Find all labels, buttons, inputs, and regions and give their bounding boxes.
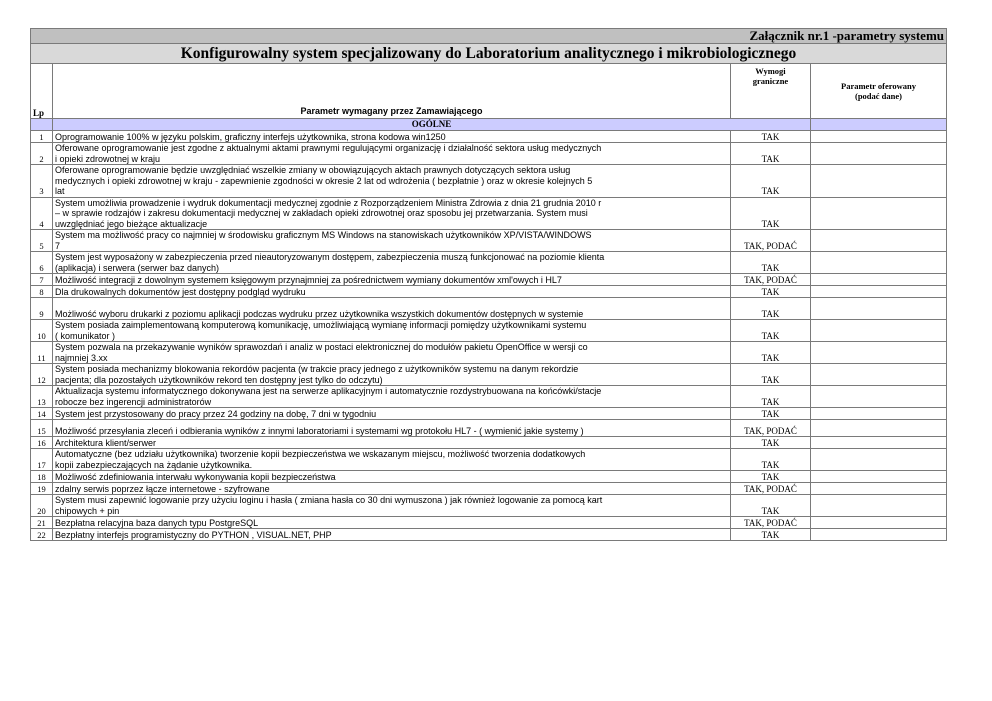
row-offered-value[interactable] xyxy=(811,252,947,274)
row-requirement-text: Dla drukowalnych dokumentów jest dostępny podgląd wydruku xyxy=(53,286,731,298)
row-number: 2 xyxy=(31,143,53,165)
row-number: 4 xyxy=(31,197,53,230)
row-required-value: TAK xyxy=(731,437,811,449)
row-required-value: TAK, PODAĆ xyxy=(731,517,811,529)
row-offered-value[interactable] xyxy=(811,471,947,483)
row-number: 6 xyxy=(31,252,53,274)
row-required-value: TAK xyxy=(731,342,811,364)
row-required-value: TAK, PODAĆ xyxy=(731,230,811,252)
row-offered-value[interactable] xyxy=(811,286,947,298)
row-requirement-text: zdalny serwis poprzez łącze internetowe - szyfrowane xyxy=(53,483,731,495)
row-requirement-text: System pozwala na przekazywanie wyników sprawozdań i analiz w postaci elektronicznej do modułów pakietu OpenOffice w wersji co najmniej 3.xx xyxy=(53,342,731,364)
row-requirement-text: Oprogramowanie 100% w języku polskim, graficzny interfejs użytkownika, strona kodowa win1250 xyxy=(53,131,731,143)
row-offered-value[interactable] xyxy=(811,437,947,449)
row-offered-value[interactable] xyxy=(811,230,947,252)
row-requirement-text: System umożliwia prowadzenie i wydruk dokumentacji medycznej zgodnie z Rozporządzeniem Ministra Zdrowia z dnia 21 grudnia 2010 r – w sprawie rodzajów i zakresu dokumentacji medycznej w zakładach opieki zdrowotnej oraz sposobu jej przetwarzania. System musi uwzględniać jego bieżące aktualizacje xyxy=(53,197,731,230)
row-number: 21 xyxy=(31,517,53,529)
row-required-value: TAK xyxy=(731,143,811,165)
table-row xyxy=(31,342,947,364)
document-title: Konfigurowalny system specjalizowany do Laboratorium analitycznego i mikrobiologicznego xyxy=(31,44,947,64)
table-row xyxy=(31,529,947,541)
row-required-value: TAK xyxy=(731,471,811,483)
header-offered xyxy=(811,64,947,119)
row-offered-value[interactable] xyxy=(811,408,947,420)
row-requirement-text: System posiada zaimplementowaną komputerową komunikację, umożliwiającą wymianę informacji pomiędzy użytkownikami systemu ( komunikator ) xyxy=(53,320,731,342)
row-required-value: TAK, PODAĆ xyxy=(731,274,811,286)
section-offer-cell xyxy=(811,119,947,131)
row-number: 1 xyxy=(31,131,53,143)
table-row xyxy=(31,420,947,437)
row-requirement-text: System musi zapewnić logowanie przy użyciu loginu i hasła ( zmiana hasła co 30 dni wymuszona ) jak również logowanie za pomocą kart chipowych + pin xyxy=(53,495,731,517)
row-requirement-text: Bezpłatny interfejs programistyczny do PYTHON , VISUAL.NET, PHP xyxy=(53,529,731,541)
row-required-value: TAK xyxy=(731,286,811,298)
table-row xyxy=(31,364,947,386)
row-number: 12 xyxy=(31,364,53,386)
row-requirement-text: Oferowane oprogramowanie będzie uwzględniać wszelkie zmiany w obowiązujących aktach prawnych dotyczących sektora usług medycznych i opieki zdrowotnej w kraju - zapewnienie zgodności w okresie 2 lat od wdrożenia ( bezpłatnie ) oraz w okresie kolejnych 5 lat xyxy=(53,165,731,198)
row-required-value: TAK xyxy=(731,252,811,274)
row-offered-value[interactable] xyxy=(811,143,947,165)
row-number: 3 xyxy=(31,165,53,198)
row-required-value: TAK xyxy=(731,165,811,198)
row-required-value: TAK, PODAĆ xyxy=(731,420,811,437)
row-required-value: TAK xyxy=(731,197,811,230)
row-requirement-text: Automatyczne (bez udziału użytkownika) tworzenie kopii bezpieczeństwa we wskazanym miejscu, możliwość tworzenia dodatkowych kopii zabezpieczających na żądanie użytkownika. xyxy=(53,449,731,471)
row-required-value: TAK xyxy=(731,364,811,386)
row-requirement-text: Bezpłatna relacyjna baza danych typu PostgreSQL xyxy=(53,517,731,529)
section-lp-cell xyxy=(31,119,53,131)
row-number: 9 xyxy=(31,298,53,320)
table-row xyxy=(31,471,947,483)
row-number: 20 xyxy=(31,495,53,517)
row-required-value: TAK xyxy=(731,449,811,471)
section-label: OGÓLNE xyxy=(53,119,811,131)
header-required-line2: graniczne xyxy=(752,76,789,86)
table-row xyxy=(31,230,947,252)
row-required-value: TAK, PODAĆ xyxy=(731,483,811,495)
row-requirement-text: System jest przystosowany do pracy przez 24 godziny na dobę, 7 dni w tygodniu xyxy=(53,408,731,420)
specification-table xyxy=(30,28,947,541)
row-number: 13 xyxy=(31,386,53,408)
header-required xyxy=(731,64,811,119)
row-number: 14 xyxy=(31,408,53,420)
table-row xyxy=(31,495,947,517)
row-number: 5 xyxy=(31,230,53,252)
table-row xyxy=(31,197,947,230)
row-required-value: TAK xyxy=(731,320,811,342)
row-offered-value[interactable] xyxy=(811,483,947,495)
row-offered-value[interactable] xyxy=(811,420,947,437)
row-offered-value[interactable] xyxy=(811,495,947,517)
row-number: 11 xyxy=(31,342,53,364)
row-required-value: TAK xyxy=(731,529,811,541)
table-row xyxy=(31,143,947,165)
row-offered-value[interactable] xyxy=(811,131,947,143)
row-offered-value[interactable] xyxy=(811,320,947,342)
row-offered-value[interactable] xyxy=(811,517,947,529)
table-row xyxy=(31,517,947,529)
table-row xyxy=(31,320,947,342)
row-requirement-text: Architektura klient/serwer xyxy=(53,437,731,449)
row-requirement-text: Oferowane oprogramowanie jest zgodne z aktualnymi aktami prawnymi regulującymi organizację i działalność sektora usług medycznych i opieki zdrowotnej w kraju xyxy=(53,143,731,165)
row-number: 22 xyxy=(31,529,53,541)
table-row xyxy=(31,165,947,198)
row-requirement-text: Aktualizacja systemu informatycznego dokonywana jest na serwerze aplikacyjnym i automatycznie rozdystrybuowana na końcówki/stacje robocze bez ingerencji administratorów xyxy=(53,386,731,408)
header-parameter: Parametr wymagany przez Zamawiającego xyxy=(53,64,731,119)
row-offered-value[interactable] xyxy=(811,298,947,320)
row-requirement-text: System jest wyposażony w zabezpieczenia przed nieautoryzowanym dostępem, zabezpieczenia muszą funkcjonować na poziomie klienta (aplikacja) i serwera (serwer baz danych) xyxy=(53,252,731,274)
header-row xyxy=(31,64,947,119)
table-row xyxy=(31,437,947,449)
table-row xyxy=(31,131,947,143)
row-offered-value[interactable] xyxy=(811,342,947,364)
row-requirement-text: System ma możliwość pracy co najmniej w środowisku graficznym MS Windows na stanowiskach użytkowników XP/VISTA/WINDOWS 7 xyxy=(53,230,731,252)
row-number: 17 xyxy=(31,449,53,471)
row-number: 15 xyxy=(31,420,53,437)
section-row xyxy=(31,119,947,131)
row-required-value: TAK xyxy=(731,298,811,320)
row-number: 10 xyxy=(31,320,53,342)
table-row xyxy=(31,483,947,495)
row-requirement-text: Możliwość wyboru drukarki z poziomu aplikacji podczas wydruku przez użytkownika wszystkich dokumentów dostępnych w systemie xyxy=(53,298,731,320)
table-row xyxy=(31,286,947,298)
table-row xyxy=(31,408,947,420)
table-row xyxy=(31,252,947,274)
table-row xyxy=(31,298,947,320)
row-offered-value[interactable] xyxy=(811,386,947,408)
row-requirement-text: Możliwość przesyłania zleceń i odbierania wyników z innymi laboratoriami i systemami wg protokołu HL7 - ( wymienić jakie systemy ) xyxy=(53,420,731,437)
header-offered-line1: Parametr oferowany xyxy=(841,81,916,91)
row-number: 18 xyxy=(31,471,53,483)
row-offered-value[interactable] xyxy=(811,197,947,230)
row-number: 8 xyxy=(31,286,53,298)
annex-title: Załącznik nr.1 -parametry systemu xyxy=(31,29,947,44)
header-required-line1: Wymogi xyxy=(755,66,786,76)
row-required-value: TAK xyxy=(731,386,811,408)
table-row xyxy=(31,274,947,286)
header-offered-line2: (podać dane) xyxy=(855,91,902,101)
table-row xyxy=(31,449,947,471)
header-lp: Lp xyxy=(31,64,53,119)
row-offered-value[interactable] xyxy=(811,529,947,541)
row-requirement-text: Możliwość integracji z dowolnym systemem księgowym przynajmniej za pośrednictwem wymiany dokumentów xml'owych i HL7 xyxy=(53,274,731,286)
row-requirement-text: System posiada mechanizmy blokowania rekordów pacjenta (w trakcie pracy jednego z użytkowników systemu na danym rekordzie pacjenta; dla pozostałych użytkowników rekord ten dostępny jest tylko do odczytu) xyxy=(53,364,731,386)
row-required-value: TAK xyxy=(731,408,811,420)
row-offered-value[interactable] xyxy=(811,449,947,471)
row-offered-value[interactable] xyxy=(811,364,947,386)
row-offered-value[interactable] xyxy=(811,165,947,198)
row-required-value: TAK xyxy=(731,131,811,143)
row-requirement-text: Możliwość zdefiniowania interwału wykonywania kopii bezpieczeństwa xyxy=(53,471,731,483)
table-row xyxy=(31,386,947,408)
row-number: 7 xyxy=(31,274,53,286)
row-number: 19 xyxy=(31,483,53,495)
row-number: 16 xyxy=(31,437,53,449)
row-required-value: TAK xyxy=(731,495,811,517)
row-offered-value[interactable] xyxy=(811,274,947,286)
